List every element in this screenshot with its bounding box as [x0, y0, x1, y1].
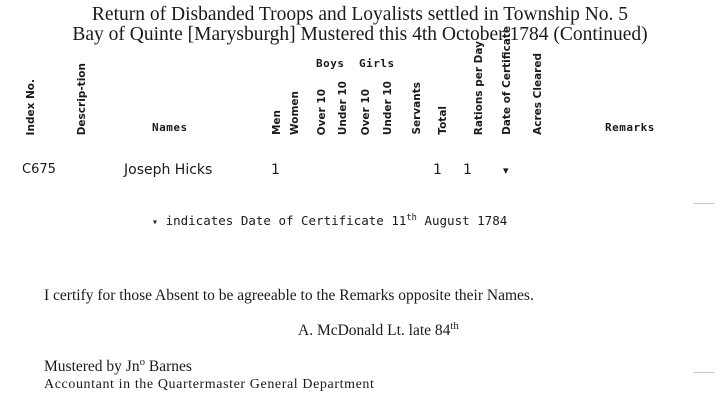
row-rations: 1: [463, 162, 472, 178]
row-name: Joseph Hicks: [124, 162, 213, 178]
column-header-girls-under-10: Under 10: [382, 80, 394, 135]
column-header-men: Men: [271, 109, 283, 135]
column-header-girls-over-10: Over 10: [360, 88, 372, 135]
row-men: 1: [271, 162, 280, 178]
signature-text: A. McDonald Lt. late 84: [298, 322, 451, 339]
row-certificate-mark: ▾: [503, 164, 509, 177]
column-header-boys-under-10: Under 10: [337, 80, 349, 135]
row-total: 1: [433, 162, 442, 178]
footnote-text: indicates Date of Certificate 11: [165, 213, 407, 228]
column-header-rations: Rations per Day: [473, 40, 485, 135]
certify-statement: I certify for those Absent to be agreeable to the Remarks opposite their Names.: [44, 287, 534, 304]
column-header-women: Women: [289, 91, 301, 135]
footnote-sup: th: [406, 213, 417, 224]
column-header-date-of-certificate: Date of Certificate: [501, 26, 513, 135]
column-group-girls: Girls: [359, 57, 395, 70]
footnote-mark: ▾: [152, 217, 159, 228]
mustered-text: Mustered by Jn: [44, 358, 140, 375]
scan-mark: [694, 203, 714, 204]
signature: [298, 322, 459, 340]
row-index-no: C675: [22, 162, 56, 177]
document-title-line-1: Return of Disbanded Troops and Loyalists settled in Township No. 5: [91, 4, 629, 25]
accountant-line: Accountant in the Quartermaster General Department: [44, 377, 375, 392]
column-header-remarks: Remarks: [605, 121, 655, 134]
mustered-by: [44, 358, 192, 376]
footnote: [152, 213, 507, 228]
mustered-sup: o: [139, 356, 145, 369]
column-header-description: Descrip-tion: [76, 62, 88, 135]
column-header-acres-cleared: Acres Cleared: [532, 53, 544, 135]
column-header-names: Names: [152, 121, 188, 134]
scan-mark: [694, 372, 714, 373]
mustered-text-end: Barnes: [145, 358, 192, 375]
column-header-boys-over-10: Over 10: [316, 88, 328, 135]
signature-sup: th: [450, 320, 459, 333]
footnote-text-end: August 1784: [416, 213, 508, 228]
document-title-line-2: Bay of Quinte [Marysburgh] Mustered this 4th October 1784 (Continued): [72, 24, 648, 45]
column-header-total: Total: [437, 106, 449, 135]
column-group-boys: Boys: [316, 57, 345, 70]
column-header-servants: Servants: [411, 82, 423, 135]
column-header-index-no: Index No.: [25, 78, 37, 135]
